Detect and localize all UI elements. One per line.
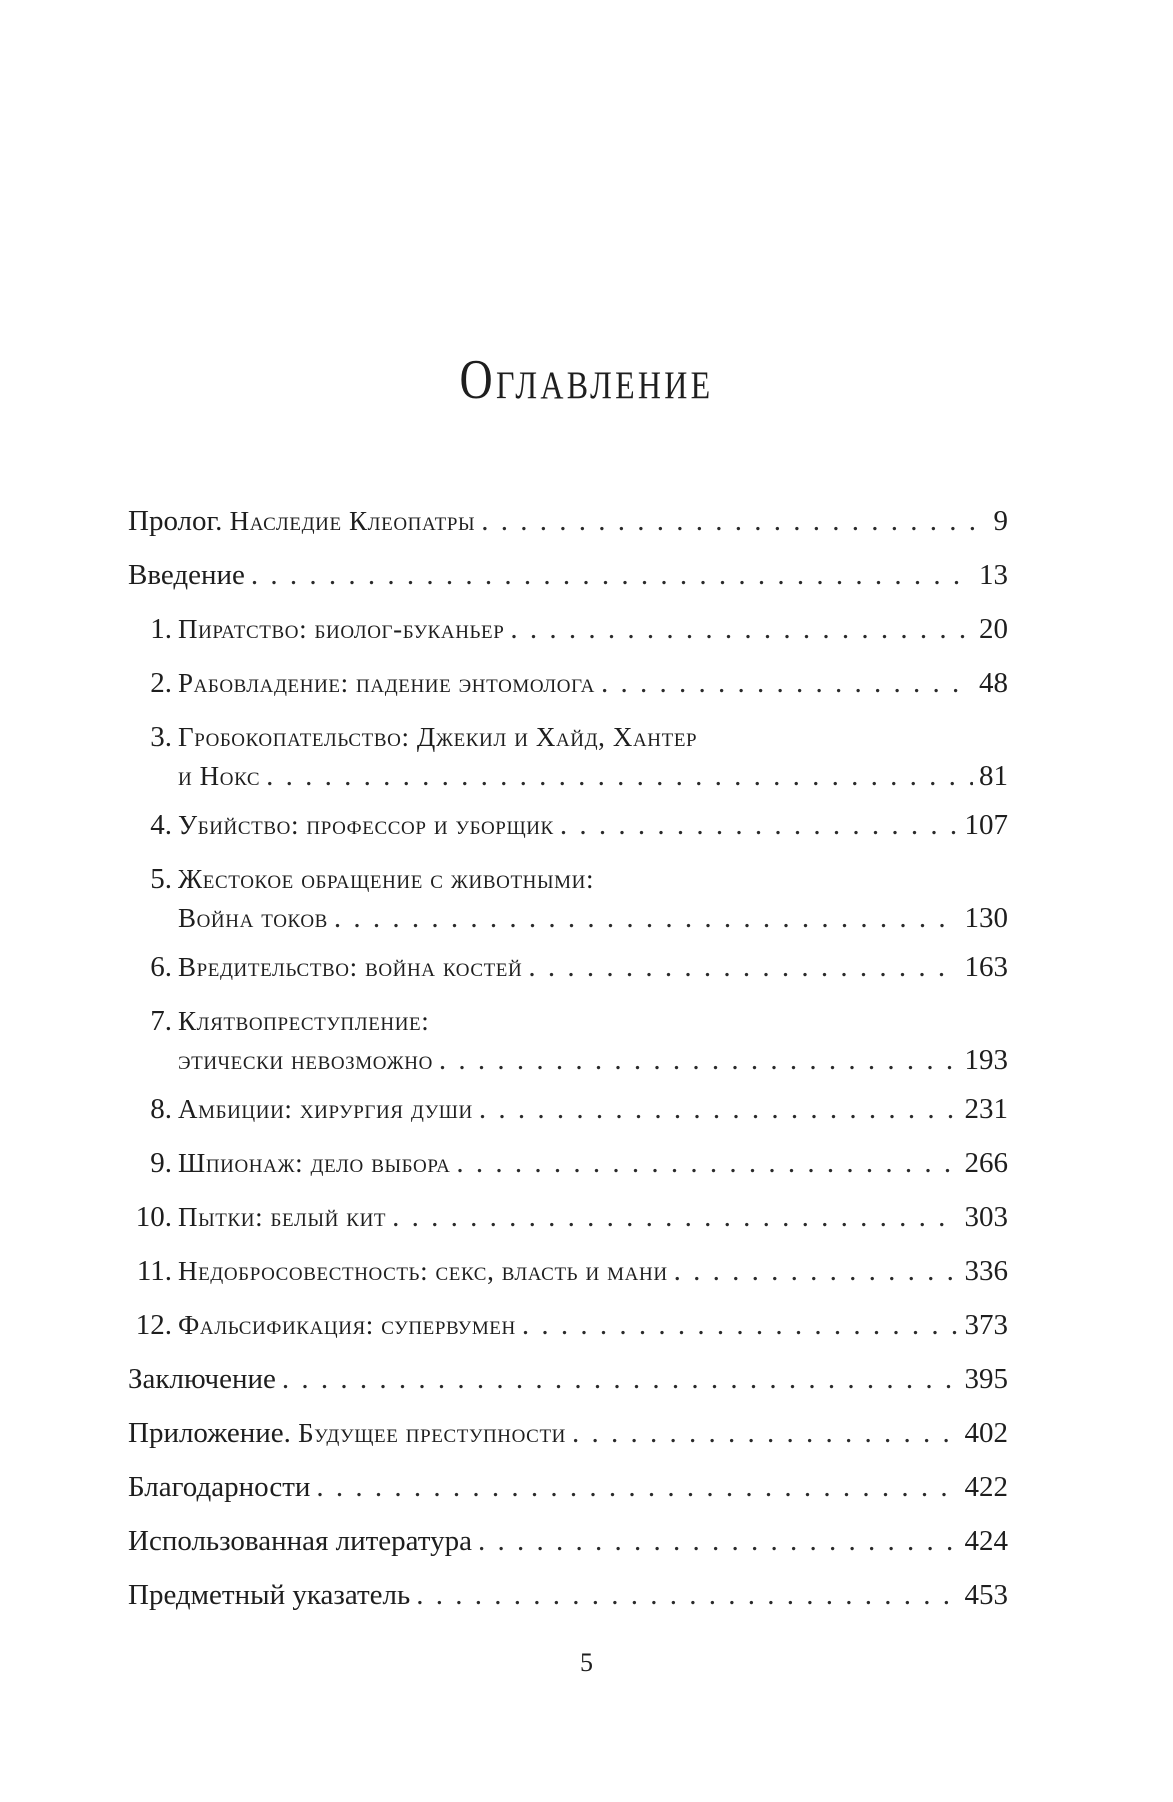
dot-leader	[560, 806, 959, 845]
toc-entry-prefix: Предметный указатель	[128, 1579, 411, 1611]
dot-leader	[601, 664, 973, 703]
toc-entry-number: 9.	[150, 1147, 172, 1179]
dot-leader	[456, 1144, 958, 1183]
toc-entry-page: 422	[964, 1471, 1008, 1503]
toc-entry	[128, 1576, 1008, 1615]
dot-leader	[266, 757, 973, 796]
toc-entry-title: Недобросовестность: секс, власть и мани	[178, 1256, 668, 1286]
toc-entry-page: 373	[964, 1309, 1008, 1341]
toc-entry-page: 395	[964, 1363, 1008, 1395]
toc-entry-page: 231	[964, 1093, 1008, 1125]
toc-entry-page: 303	[964, 1201, 1008, 1233]
toc-entry-prefix: Благодарности	[128, 1471, 311, 1503]
toc-entry	[128, 1198, 1008, 1237]
dot-leader	[316, 1468, 958, 1507]
toc-entry	[128, 718, 1008, 796]
toc-entry	[128, 1306, 1008, 1345]
toc-entry	[128, 1360, 1008, 1399]
toc-entry-number: 12.	[135, 1309, 172, 1341]
toc-entry-page: 9	[993, 505, 1008, 537]
toc-entry-page: 163	[964, 951, 1008, 983]
table-of-contents	[128, 502, 1008, 1630]
dot-leader	[572, 1414, 959, 1453]
toc-entry-page: 453	[964, 1579, 1008, 1611]
dot-leader	[481, 502, 987, 541]
toc-entry-page: 193	[964, 1044, 1008, 1076]
toc-entry-number: 1.	[150, 613, 172, 645]
toc-entry	[128, 1144, 1008, 1183]
toc-entry-title: Наследие Клеопатры	[229, 506, 476, 536]
toc-entry-title-cont: и Нокс	[178, 761, 261, 791]
toc-entry	[128, 860, 1008, 938]
toc-entry	[128, 1002, 1008, 1080]
toc-entry	[128, 1090, 1008, 1129]
toc-entry-number: 10.	[135, 1201, 172, 1233]
toc-entry	[128, 1252, 1008, 1291]
toc-entry-page: 48	[979, 667, 1008, 699]
toc-entry-number: 7.	[150, 1005, 172, 1037]
toc-entry-prefix: Приложение.	[128, 1417, 299, 1449]
toc-entry-title: Вредительство: война костей	[178, 952, 523, 982]
toc-entry	[128, 610, 1008, 649]
toc-entry	[128, 556, 1008, 595]
toc-entry-title: Шпионаж: дело выбора	[178, 1148, 451, 1178]
toc-entry-page: 402	[964, 1417, 1008, 1449]
toc-entry-number: 8.	[150, 1093, 172, 1125]
toc-entry	[128, 1522, 1008, 1561]
toc-entry-title: Амбиции: хирургия души	[178, 1094, 473, 1124]
toc-entry-prefix: Пролог.	[128, 505, 230, 537]
toc-entry-title: Рабовладение: падение энтомолога	[178, 668, 595, 698]
toc-entry	[128, 806, 1008, 845]
dot-leader	[674, 1252, 959, 1291]
dot-leader	[479, 1090, 959, 1129]
toc-entry-title-cont: Война токов	[178, 903, 328, 933]
toc-entry-page: 266	[964, 1147, 1008, 1179]
toc-entry-page: 107	[964, 809, 1008, 841]
toc-entry-number: 5.	[150, 863, 172, 895]
toc-entry-page: 424	[964, 1525, 1008, 1557]
dot-leader	[478, 1522, 959, 1561]
toc-entry-title-cont: этически невозможно	[178, 1045, 433, 1075]
toc-entry-number: 3.	[150, 721, 172, 753]
dot-leader	[282, 1360, 959, 1399]
page-title: Оглавление	[459, 349, 714, 411]
toc-entry	[128, 948, 1008, 987]
dot-leader	[439, 1041, 959, 1080]
toc-entry-title: Фальсификация: супервумен	[178, 1310, 516, 1340]
toc-entry-number: 4.	[150, 809, 172, 841]
toc-entry-number: 6.	[150, 951, 172, 983]
toc-entry-page: 81	[979, 760, 1008, 792]
toc-entry-page: 130	[964, 902, 1008, 934]
toc-entry-number: 2.	[150, 667, 172, 699]
dot-leader	[392, 1198, 958, 1237]
toc-entry	[128, 664, 1008, 703]
toc-entry-title: Жестокое обращение с животными:	[178, 864, 595, 894]
toc-entry-page: 336	[964, 1255, 1008, 1287]
toc-entry-title: Убийство: профессор и уборщик	[178, 810, 554, 840]
toc-entry-number: 11.	[136, 1255, 172, 1287]
toc-entry-prefix: Введение	[128, 559, 245, 591]
toc-entry-title: Пиратство: биолог-буканьер	[178, 614, 505, 644]
page-number: 5	[580, 1648, 593, 1677]
dot-leader	[416, 1576, 958, 1615]
toc-entry	[128, 1468, 1008, 1507]
dot-leader	[334, 899, 959, 938]
toc-entry-title: Будущее преступности	[298, 1418, 566, 1448]
dot-leader	[510, 610, 973, 649]
toc-entry	[128, 502, 1008, 541]
dot-leader	[251, 556, 973, 595]
toc-entry-page: 20	[979, 613, 1008, 645]
toc-entry-title: Пытки: белый кит	[178, 1202, 387, 1232]
toc-entry-prefix: Заключение	[128, 1363, 276, 1395]
dot-leader	[522, 1306, 959, 1345]
toc-entry-title: Клятвопреступление:	[178, 1006, 430, 1036]
toc-entry-prefix: Использованная литература	[128, 1525, 472, 1557]
toc-entry-title: Гробокопательство: Джекил и Хайд, Хантер	[178, 722, 698, 752]
toc-entry-page: 13	[979, 559, 1008, 591]
dot-leader	[528, 948, 958, 987]
toc-entry	[128, 1414, 1008, 1453]
